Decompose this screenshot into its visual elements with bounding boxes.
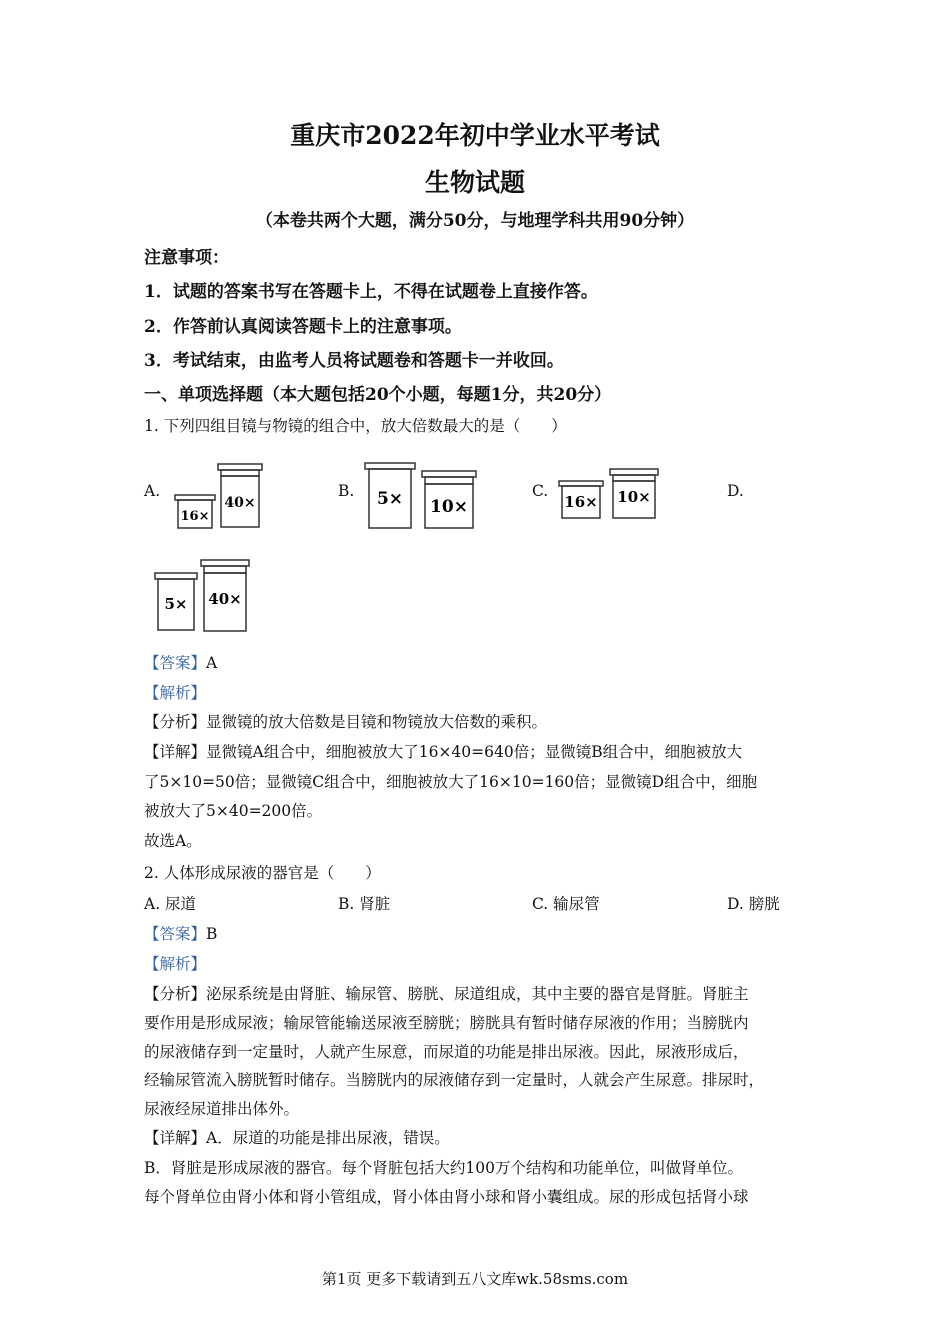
detail-line: 被放大了5×40=200倍。 bbox=[144, 802, 323, 820]
eyepiece-mag-a: 16× bbox=[180, 509, 210, 524]
eyepiece-mag-c: 16× bbox=[564, 493, 598, 511]
analysis-tag: 【解析】 bbox=[144, 955, 207, 973]
detail-tag: 【详解】 bbox=[144, 743, 207, 761]
detail-line bbox=[144, 1126, 450, 1148]
note-item: 3．考试结束，由监考人员将试题卷和答题卡一并收回。 bbox=[144, 351, 564, 371]
fenxi-tag: 【分析】 bbox=[144, 713, 207, 731]
detail-text: A．尿道的功能是排出尿液，错误。 bbox=[206, 1129, 450, 1147]
option-label-b: B. bbox=[338, 482, 355, 500]
detail-line bbox=[144, 740, 742, 762]
note-item: 2．作答前认真阅读答题卡上的注意事项。 bbox=[144, 317, 462, 337]
fenxi-text: 显微镜的放大倍数是目镜和物镜放大倍数的乘积。 bbox=[206, 713, 548, 731]
objective-mag-b: 10× bbox=[430, 497, 468, 517]
objective-lens-c bbox=[609, 468, 659, 520]
option-label-d: D. bbox=[727, 482, 744, 500]
option-c: C. 输尿管 bbox=[532, 895, 600, 913]
analysis-tag: 【解析】 bbox=[144, 684, 207, 702]
option-b: B. 肾脏 bbox=[338, 895, 391, 913]
fenxi-line bbox=[144, 982, 749, 1004]
fenxi-tag: 【分析】 bbox=[144, 985, 207, 1003]
fenxi-line: 的尿液储存到一定量时，人就产生尿意，而尿道的功能是排出尿液。因此，尿液形成后， bbox=[144, 1043, 749, 1061]
answer-line bbox=[144, 922, 217, 944]
objective-mag-c: 10× bbox=[617, 488, 651, 506]
answer-tag: 【答案】 bbox=[144, 654, 207, 672]
fenxi-text: 泌尿系统是由肾脏、输尿管、膀胱、尿道组成，其中主要的器官是肾脏。肾脏主 bbox=[206, 985, 749, 1003]
eyepiece-lens-c bbox=[558, 480, 604, 520]
option-label-a: A. bbox=[144, 482, 161, 500]
option-a: A. 尿道 bbox=[144, 895, 197, 913]
page-subtitle: 生物试题 bbox=[424, 168, 525, 197]
objective-mag-d: 40× bbox=[208, 590, 242, 608]
exam-info: （本卷共两个大题，满分50分，与地理学科共用90分钟） bbox=[255, 211, 695, 231]
fenxi-line bbox=[144, 710, 547, 732]
objective-mag-a: 40× bbox=[224, 495, 256, 511]
eyepiece-mag-d: 5× bbox=[164, 595, 188, 613]
conclusion: 故选A。 bbox=[144, 832, 202, 850]
section-heading: 一、单项选择题（本大题包括20个小题，每题1分，共20分） bbox=[144, 385, 612, 405]
detail-line: B．肾脏是形成尿液的器官。每个肾脏包括大约100万个结构和功能单位，叫做肾单位。 bbox=[144, 1159, 743, 1177]
answer-line bbox=[144, 651, 217, 673]
option-label-c: C. bbox=[532, 482, 549, 500]
answer-value: B bbox=[206, 925, 218, 943]
eyepiece-lens-a bbox=[174, 494, 216, 530]
page-title: 重庆市2022年初中学业水平考试 bbox=[290, 121, 660, 150]
objective-lens-d bbox=[200, 559, 250, 633]
fenxi-line: 尿液经尿道排出体外。 bbox=[144, 1100, 300, 1118]
fenxi-line: 经输尿管流入膀胱暂时储存。当膀胱内的尿液储存到一定量时，人就会产生尿意。排尿时， bbox=[144, 1071, 765, 1089]
fenxi-line: 要作用是形成尿液；输尿管能输送尿液至膀胱；膀胱具有暂时储存尿液的作用；当膀胱内 bbox=[144, 1014, 749, 1032]
question-1-stem: 1. 下列四组目镜与物镜的组合中，放大倍数最大的是（ ） bbox=[144, 417, 567, 435]
page-footer: 第1页 更多下载请到五八文库wk.58sms.com bbox=[321, 1270, 629, 1288]
answer-value: A bbox=[206, 654, 218, 672]
note-item: 1．试题的答案书写在答题卡上，不得在试题卷上直接作答。 bbox=[144, 282, 598, 302]
detail-line: 每个肾单位由肾小体和肾小管组成，肾小体由肾小球和肾小囊组成。尿的形成包括肾小球 bbox=[144, 1188, 749, 1206]
answer-tag: 【答案】 bbox=[144, 925, 207, 943]
detail-text: 显微镜A组合中，细胞被放大了16×40=640倍；显微镜B组合中，细胞被放大 bbox=[206, 743, 743, 761]
notes-heading: 注意事项： bbox=[144, 248, 229, 268]
eyepiece-mag-b: 5× bbox=[376, 489, 404, 509]
option-d: D. 膀胱 bbox=[727, 895, 780, 913]
detail-tag: 【详解】 bbox=[144, 1129, 207, 1147]
detail-line: 了5×10=50倍；显微镜C组合中，细胞被放大了16×10=160倍；显微镜D组合中，细胞 bbox=[144, 773, 758, 791]
objective-lens-a bbox=[217, 463, 263, 529]
eyepiece-lens-d bbox=[154, 572, 198, 632]
objective-lens-b bbox=[421, 470, 477, 530]
eyepiece-lens-b bbox=[364, 462, 416, 530]
question-2-stem: 2. 人体形成尿液的器官是（ ） bbox=[144, 864, 381, 882]
